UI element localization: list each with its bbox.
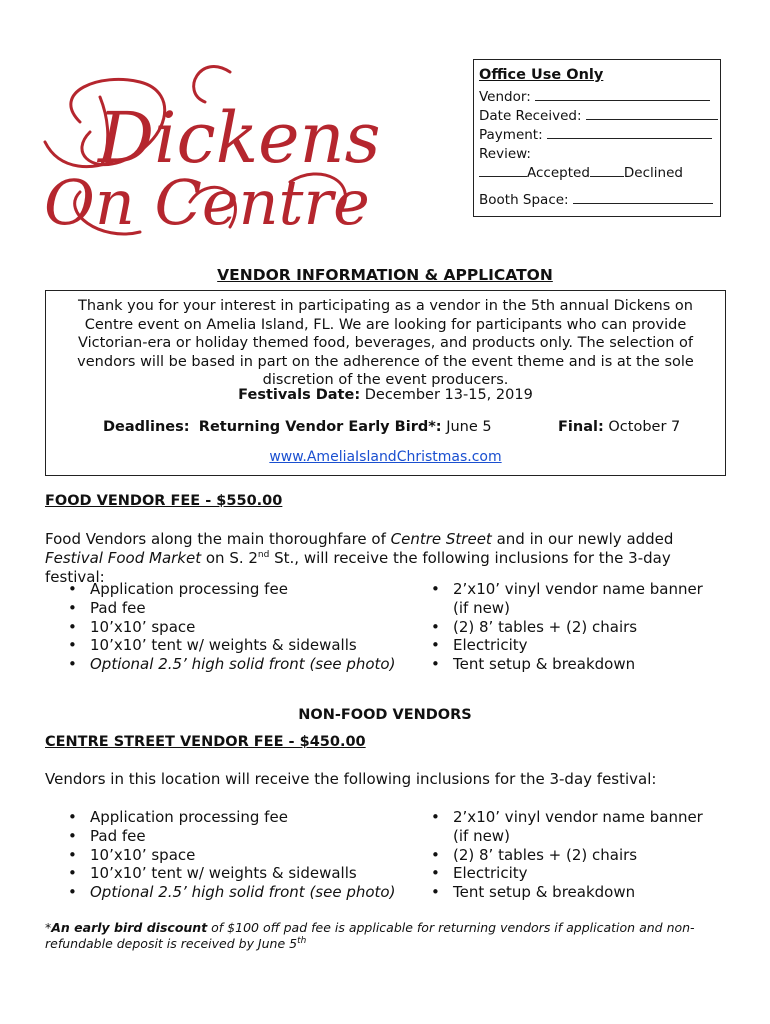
footnote-bold-text: An early bird discount [51, 920, 208, 935]
early-bird-footnote [45, 920, 725, 952]
non-food-vendors-heading: NON-FOOD VENDORS [298, 707, 472, 723]
office-payment-label: Payment: [479, 127, 543, 143]
office-accepted-field[interactable] [479, 164, 527, 177]
office-booth-field[interactable] [573, 191, 713, 204]
final-value: October 7 [608, 419, 681, 435]
office-booth-label: Booth Space: [479, 192, 569, 208]
festivals-date [46, 387, 725, 403]
centre-inclusions-left-list [64, 808, 404, 902]
food-vendor-paragraph [45, 530, 725, 587]
food-vendor-fee-heading: FOOD VENDOR FEE - $550.00 [45, 493, 283, 509]
early-bird-label: Returning Vendor Early Bird*: [198, 419, 442, 435]
page-title: VENDOR INFORMATION & APPLICATON [217, 266, 553, 284]
list-item: • (2) 8’ tables + (2) chairs [427, 846, 717, 865]
food-para-part-1: Food Vendors along the main thoroughfare of [45, 530, 391, 548]
centre-street-paragraph: Vendors in this location will receive the following inclusions for the 3-day festival: [45, 770, 657, 788]
list-item: • 2’x10’ vinyl vendor name banner (if new) [427, 580, 717, 618]
early-bird-value: June 5 [446, 419, 492, 435]
office-date-received-line [479, 107, 720, 126]
logo-line-2: On Centre [44, 166, 370, 237]
office-declined-label: Declined [623, 165, 683, 181]
office-vendor-field[interactable] [535, 88, 710, 101]
list-item: • 2’x10’ vinyl vendor name banner (if new) [427, 808, 717, 846]
centre-street-fee-heading: CENTRE STREET VENDOR FEE - $450.00 [45, 734, 366, 750]
food-para-part-4: St., will receive the following inclusions for the 3-day festival: [45, 549, 671, 586]
footnote-asterisk: * [45, 920, 52, 935]
list-item: • Tent setup & breakdown [427, 883, 717, 902]
office-date-received-label: Date Received: [479, 108, 582, 124]
office-date-received-field[interactable] [586, 107, 718, 120]
list-item: • Pad fee [64, 599, 404, 618]
office-booth-line [479, 191, 720, 210]
food-para-festival-market: Festival Food Market [45, 549, 202, 567]
deadlines-line [103, 419, 492, 435]
festivals-date-label: Festivals Date: [238, 387, 361, 403]
office-review-line [479, 145, 720, 164]
list-item: • 10’x10’ tent w/ weights & sidewalls [64, 864, 404, 883]
office-vendor-line [479, 88, 720, 107]
list-item: • Electricity [427, 636, 717, 655]
festivals-date-value: December 13-15, 2019 [364, 387, 533, 403]
office-use-only-box [473, 59, 721, 217]
list-item: • 10’x10’ space [64, 846, 404, 865]
office-vendor-label: Vendor: [479, 89, 531, 105]
footnote-text: of $100 off pad fee is applicable for returning vendors if application and non-refundable deposit is received by June 5 [45, 920, 695, 951]
deadlines-label: Deadlines: [103, 419, 190, 435]
food-inclusions-left-list [64, 580, 404, 674]
centre-inclusions-right-list [427, 808, 717, 902]
final-deadline [558, 419, 680, 435]
list-item: • 10’x10’ tent w/ weights & sidewalls [64, 636, 404, 655]
list-item: • Tent setup & breakdown [427, 655, 717, 674]
final-label: Final: [558, 419, 604, 435]
list-item: • Application processing fee [64, 808, 404, 827]
dickens-on-centre-logo [40, 52, 390, 237]
list-item: • 10’x10’ space [64, 618, 404, 637]
logo-line-1: Dickens [98, 97, 381, 179]
office-review-label: Review: [479, 146, 531, 162]
logo-script-graphic [40, 52, 390, 237]
food-para-part-3: on S. 2 [201, 549, 258, 567]
footnote-superscript: th [297, 935, 307, 946]
list-item: • Pad fee [64, 827, 404, 846]
food-para-centre-street: Centre Street [390, 530, 492, 548]
food-inclusions-right-list [427, 580, 717, 674]
food-para-part-2: and in our newly added [491, 530, 674, 548]
event-info-box [45, 290, 726, 476]
office-payment-field[interactable] [547, 126, 712, 139]
list-item: • Optional 2.5’ high solid front (see photo) [64, 883, 404, 902]
food-para-superscript: nd [257, 550, 270, 560]
list-item: • Electricity [427, 864, 717, 883]
office-review-options [479, 164, 720, 183]
list-item: • Optional 2.5’ high solid front (see photo) [64, 655, 404, 674]
intro-paragraph: Thank you for your interest in participating as a vendor in the 5th annual Dickens on Centre event on Amelia Island, FL. We are looking for participants who can provide Victorian-era or holiday themed food, beverages, and products only. The selection of vendors will be based in part on the adherence of the event theme and is at the sole discretion of the event producers. [77, 298, 694, 388]
list-item: • (2) 8’ tables + (2) chairs [427, 618, 717, 637]
office-accepted-label: Accepted [527, 165, 590, 181]
office-payment-line [479, 126, 720, 145]
website-link[interactable]: www.AmeliaIslandChristmas.com [269, 449, 502, 465]
office-declined-field[interactable] [590, 164, 624, 177]
list-item: • Application processing fee [64, 580, 404, 599]
office-use-title: Office Use Only [479, 67, 604, 83]
